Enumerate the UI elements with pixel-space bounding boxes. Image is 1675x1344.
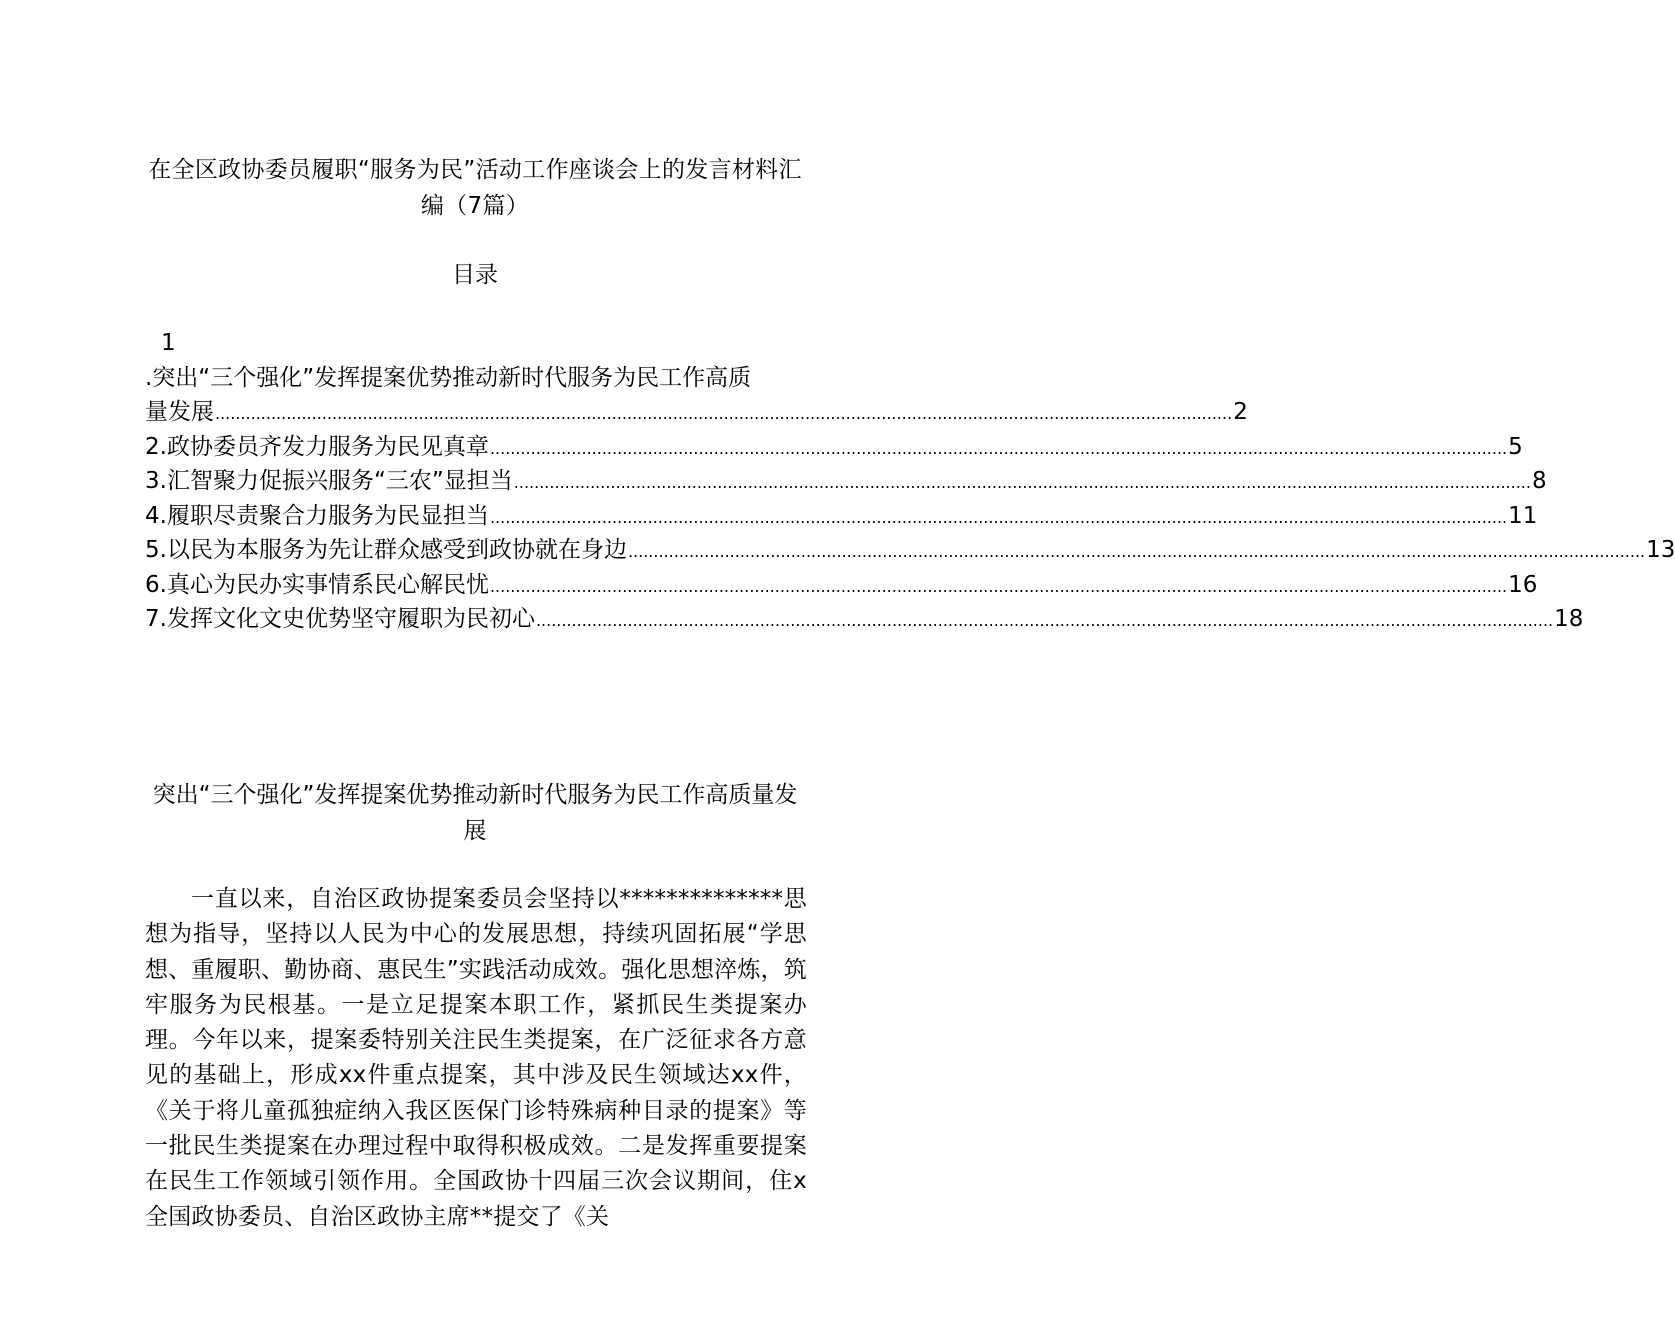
- section-title: 突出“三个强化”发挥提案优势推动新时代服务为民工作高质量发展: [152, 782, 798, 844]
- toc-leader-dots: ........................................................................................................................................................................................................: [627, 542, 1646, 561]
- toc-item-7[interactable]: [145, 602, 1584, 637]
- toc-item-1-title-line2: 量发展: [145, 399, 214, 425]
- toc-item-page: 16: [1508, 571, 1538, 598]
- toc-item-title: 7.发挥文化文史优势坚守履职为民初心: [145, 606, 535, 632]
- toc-item-page: 5: [1508, 433, 1523, 460]
- toc-item-3[interactable]: [145, 464, 1547, 499]
- toc-item-4[interactable]: [145, 499, 1538, 534]
- toc-item-1-title-line1: .突出“三个强化”发挥提案优势推动新时代服务为民工作高质: [145, 365, 752, 391]
- toc-item-5[interactable]: [145, 533, 1675, 568]
- toc-leader-dots: ........................................................................................................................................................................................................: [513, 473, 1531, 492]
- toc-item-1-page: 2: [1233, 399, 1248, 425]
- toc-item-title: 4.履职尽责聚合力服务为民显担当: [145, 502, 489, 529]
- toc-item-1[interactable]: [145, 395, 1248, 430]
- body-paragraph: 一直以来，自治区政协提案委员会坚持以**************思想为指导，坚持以人民为中心的发展思想，持续巩固拓展“学思想、重履职、勤协商、惠民生”实践活动成效。强化思想淬炼，筑牢服务为民根基。一是立足提案本职工作，紧抓民生类提案办理。今年以来，提案委特别关注民生类提案，在广泛征求各方意见的基础上，形成xx件重点提案，其中涉及民生领域达xx件，《关于将儿童孤独症纳入我区医保门诊特殊病种目录的提案》等一批民生类提案在办理过程中取得积极成效。二是发挥重要提案在民生工作领域引领作用。全国政协十四届三次会议期间，住x全国政协委员、自治区政协主席**提交了《关: [145, 886, 807, 1230]
- toc-item-page: 18: [1554, 606, 1584, 632]
- toc-leader-dots: ........................................................................................................................................................................................................: [535, 611, 1554, 630]
- toc-item-title: 2.政协委员齐发力服务为民见真章: [145, 433, 489, 460]
- toc-item-title: 5.以民为本服务为先让群众感受到政协就在身边: [145, 537, 627, 563]
- toc-item-6[interactable]: [145, 568, 1538, 603]
- toc-leader-dots: ........................................................................................................................................................................................................: [489, 507, 1508, 527]
- toc-item-title: 6.真心为民办实事情系民心解民忧: [145, 571, 489, 598]
- toc-item-1-number: 1: [161, 330, 176, 356]
- toc-item-title: 3.汇智聚力促振兴服务“三农”显担当: [145, 468, 513, 494]
- toc-item-page: 11: [1508, 502, 1538, 529]
- toc-item-2[interactable]: [145, 430, 1523, 465]
- toc-leader-dots: ........................................................................................................................................................................................................: [489, 438, 1508, 458]
- document-title: 在全区政协委员履职“服务为民”活动工作座谈会上的发言材料汇编（7篇）: [148, 157, 802, 219]
- toc-item-page: 8: [1531, 468, 1547, 494]
- toc-heading: 目录: [452, 262, 498, 288]
- table-of-contents: [145, 326, 1675, 637]
- toc-leader-dots: ........................................................................................................................................................................................................: [489, 576, 1508, 596]
- toc-item-page: 13: [1646, 537, 1675, 563]
- toc-leader-dots: ........................................................................................................................................................................................................: [215, 404, 1233, 423]
